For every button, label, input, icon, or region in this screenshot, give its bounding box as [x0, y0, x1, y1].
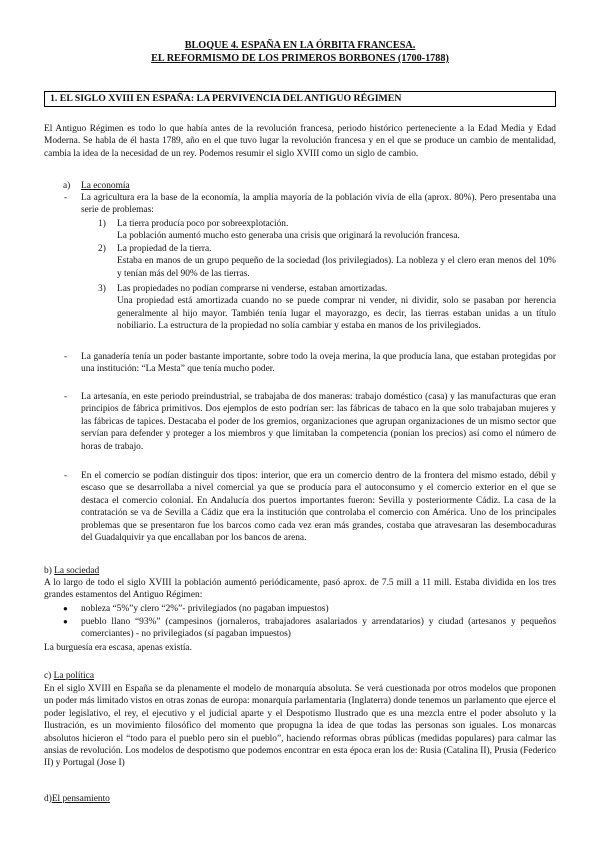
dash-agricultura: - [64, 193, 68, 203]
dash-ganaderia: - [64, 352, 68, 362]
politica-paragraph: En el siglo XVIII en España se da plenamente el modelo de monarquía absoluta. Se verá cuestionada por otros modelos que proponen un poder más limitado vistos en otras zonas de europa: monarquía parlamentaria (Inglaterra) donde tenemos un parlamento que ejerce el poder legislativo, el rey, el ejecutivo y el judicial aparte y el Despotismo Ilustrado que es una mezcla entre el poder absoluto y la Ilustración, es un movimiento filosófico del momento que propugna la idea de que todas las personas son iguales. Los monarcas absolutos hicieron el “todo para el pueblo pero sin el pueblo”, haciendo reformas obras públicas (medidas populares) para calmar las ansias de revolución. Los modelos de despotismo que podemos encontrar en esta época eran los de: Rusia (Catalina II), Prusia (Federico II) y Portugal (Jose I) [44, 684, 556, 769]
document-title-line2: EL REFORMISMO DE LOS PRIMEROS BORBONES (1700-1788) [151, 53, 449, 64]
problem-1-title: La tierra producía poco por sobreexplotación. [117, 219, 289, 229]
problem-3-text: Una propiedad está amortizada cuando no se puede comprar ni vender, ni dividir, solo se pasaban por herencia generalmente al hijo mayor. También tenía lugar el mayorazgo, es decir, las tierras estaban unidas a un título nobiliario. La estructura de la propiedad no solía cambiar y estaba en manos de los privilegiados. [117, 296, 556, 332]
problem-2-title: La propiedad de la tierra. [117, 244, 212, 254]
pensamiento-marker: d) [44, 794, 52, 804]
pensamiento-heading: El pensamiento [51, 794, 110, 804]
artesania-paragraph: La artesanía, en este periodo preindustrial, se trabajaba de dos maneras: trabajo doméstico (casa) y las manufacturas que eran principios de fábrica primitivos. Dos ejemplos de esto podrían ser: las fábricas de tabaco en la que solo trabajaban mujeres y las fábricas de tapices. Destacaba el poder de los gremios, organizaciones que agrupan organizaciones de un mismo sector que servían para defender y proteger a los miembros y que limitaban la competencia (ponían los precios) así como el número de horas de trabajo. [81, 392, 556, 452]
intro-paragraph: El Antiguo Régimen es todo lo que había antes de la revolución francesa, periodo histórico perteneciente a la Edad Media y Edad Moderna. Se habla de él hasta 1789, año en el que tuvo lugar la revolución francesa y en el que se produce un cambio de mentalidad, cambia la idea de la necesidad de un rey. Podemos resumir el siglo XVIII como un siglo de cambio. [44, 124, 556, 159]
sociedad-paragraph: A lo largo de todo el siglo XVIII la población aumentó periódicamente, pasó aprox. de 7.5 mill a 11 mill. Estaba dividida en los tres grandes estamentos del Antiguo Régimen: [44, 578, 556, 601]
sociedad-heading-line [44, 565, 556, 577]
section-heading-box [44, 91, 556, 107]
document-title-line1: BLOQUE 4. ESPAÑA EN LA ÓRBITA FRANCESA. [184, 40, 416, 51]
pensamiento-heading-line [44, 793, 556, 805]
sociedad-bullet-1: nobleza “5%”y clero “2%”- privilegiados (no pagaban impuestos) [81, 604, 329, 614]
problem-2-text: Estaba en manos de un grupo pequeño de la sociedad (los privilegiados). La nobleza y el clero eran menos del 10% y tenían más del 90% de las tierras. [117, 256, 556, 279]
problem-1-number: 1) [98, 219, 106, 229]
problem-2-number: 2) [98, 244, 106, 254]
economia-marker: a) [63, 181, 71, 191]
agricultura-paragraph: La agricultura era la base de la economía, la amplia mayoría de la población vivía de ella (aprox. 80%). Pero presentaba una serie de problemas: [81, 193, 556, 216]
ganaderia-paragraph: La ganadería tenía un poder bastante importante, sobre todo la oveja merina, la que producía lana, que estaban protegidas por una institución: “La Mesta” que tenía mucho poder. [81, 352, 556, 375]
problem-1-text: La población aumentó mucho esto generaba una crisis que originará la revolución francesa. [117, 231, 460, 242]
sociedad-marker: b) [44, 566, 52, 576]
dash-comercio: - [64, 471, 68, 481]
problem-2 [117, 243, 556, 280]
bullet-dot-1: ● [63, 604, 68, 613]
problem-1 [117, 218, 556, 243]
sociedad-bullet-2: pueblo llano “93%” (campesinos (jornaleros, trabajadores asalariados y arrendatarios) y ciudad (artesanos y pequeños comerciantes) - no privilegiados (sí pagaban impuestos) [81, 617, 556, 640]
section-heading: 1. EL SIGLO XVIII EN ESPAÑA: LA PERVIVENCIA DEL ANTIGUO RÉGIMEN [50, 93, 402, 104]
comercio-paragraph: En el comercio se podían distinguir dos tipos: interior, que era un comercio dentro de la frontera del mismo estado, débil y escaso que se desarrollaba a nivel comercial ya que se producía para el autoconsumo y el comercio exterior en el que se destaca el comercio colonial. En Andalucía dos puertos importantes fueron: Sevilla y posteriormente Cádiz. La casa de la contratación se va de Sevilla a Cádiz que era la institución que controlaba el comercio con América. Uno de los principales problemas que se presentaron fue los barcos como cada vez eran más grandes, costaba que atravesaran las desembocaduras del Guadalquivir ya que encallaban por los bancos de arena. [81, 471, 556, 544]
economia-heading: La economía [81, 181, 130, 191]
politica-heading: La política [53, 671, 94, 681]
problem-3-number: 3) [98, 284, 106, 294]
burguesia-line: La burguesía era escasa, apenas existía. [44, 643, 192, 653]
politica-heading-line [44, 670, 556, 682]
politica-marker: c) [44, 671, 52, 681]
sociedad-heading: La sociedad [54, 566, 100, 576]
bullet-dot-2: ● [63, 617, 68, 626]
problem-3 [117, 283, 556, 333]
problem-3-title: Las propiedades no podían comprarse ni venderse, estaban amortizadas. [117, 284, 388, 294]
dash-artesania: - [64, 392, 68, 402]
